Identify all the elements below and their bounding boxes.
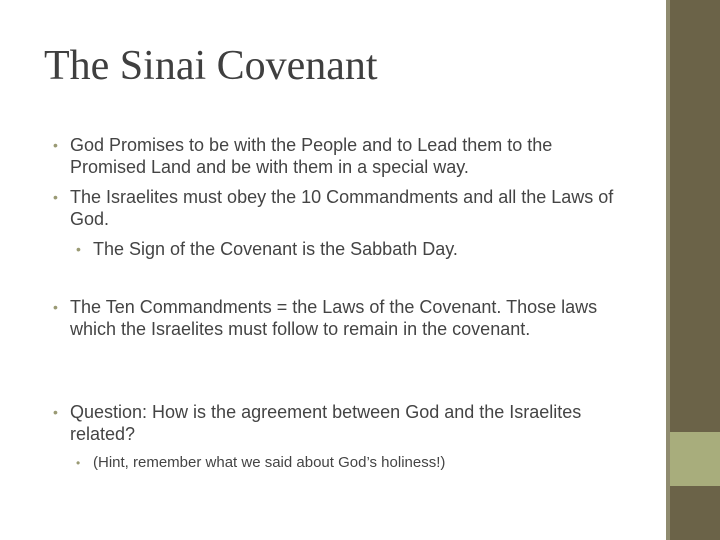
bullet-item (53, 186, 630, 230)
bullet-dot: • (76, 456, 81, 470)
bullet-text: (Hint, remember what we said about God’s holiness!) (93, 454, 446, 471)
bullet-dot: • (53, 137, 58, 153)
bullet-text: Question: How is the agreement between God and the Israelites related? (70, 402, 582, 444)
bullet-dot: • (53, 189, 58, 205)
bullet-item (53, 134, 630, 178)
slide-title: The Sinai Covenant (44, 43, 378, 89)
bullet-dot: • (53, 299, 58, 315)
sub-bullet-item (76, 453, 613, 473)
bullet-dot: • (76, 241, 81, 257)
bullet-item (53, 296, 630, 340)
sub-bullet-item (76, 238, 613, 260)
bullet-item (53, 401, 630, 445)
bullet-text: The Israelites must obey the 10 Commandments and all the Laws of God. (70, 187, 614, 229)
bullet-text: God Promises to be with the People and to Lead them to the Promised Land and be with them in a special way. (70, 135, 553, 177)
bullet-dot: • (53, 404, 58, 420)
bullet-text: The Ten Commandments = the Laws of the Covenant. Those laws which the Israelites must follow to remain in the covenant. (70, 297, 598, 339)
side-band-accent (670, 432, 720, 486)
bullet-text: The Sign of the Covenant is the Sabbath Day. (93, 239, 458, 259)
